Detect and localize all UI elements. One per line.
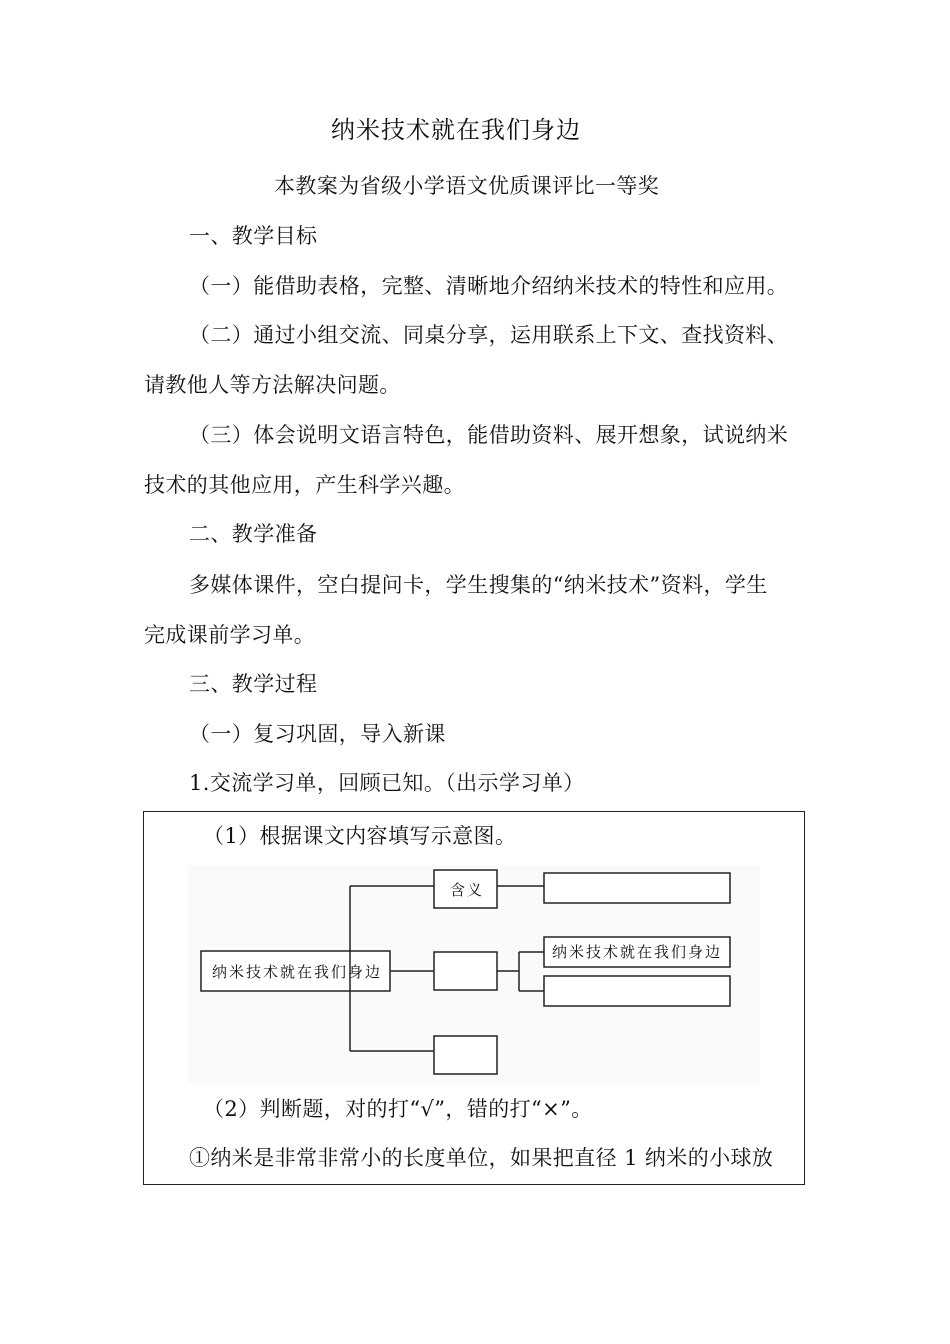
branch-node-bottom <box>434 1036 497 1074</box>
prep-line-2: 完成课前学习单。 <box>144 623 316 647</box>
branch-node-mid <box>434 952 497 990</box>
step-1-item: 1.交流学习单，回顾已知。（出示学习单） <box>189 771 585 795</box>
step-1-heading: （一）复习巩固，导入新课 <box>189 722 446 746</box>
page-title: 纳米技术就在我们身边 <box>331 116 581 144</box>
section-heading-goals: 一、教学目标 <box>189 224 318 248</box>
goal-3-line-2: 技术的其他应用，产生科学兴趣。 <box>144 473 465 497</box>
goal-2-line-2: 请教他人等方法解决问题。 <box>144 373 401 397</box>
leaf-node-top <box>544 873 730 903</box>
root-node-label: 纳米技术就在我们身边 <box>212 963 383 981</box>
section-heading-prep: 二、教学准备 <box>189 522 318 546</box>
branch-node-top-label: 含义 <box>450 881 485 899</box>
leaf-node-mid-2 <box>544 976 730 1006</box>
worksheet-question-2: （2）判断题，对的打“√”，错的打“×”。 <box>203 1097 593 1121</box>
page-subtitle: 本教案为省级小学语文优质课评比一等奖 <box>274 174 660 198</box>
goal-2-line-1: （二）通过小组交流、同桌分享，运用联系上下文、查找资料、 <box>189 323 789 347</box>
section-heading-process: 三、教学过程 <box>189 672 318 696</box>
worksheet-question-2-item-1: ①纳米是非常非常小的长度单位，如果把直径 1 纳米的小球放 <box>189 1146 774 1170</box>
worksheet-question-1: （1）根据课文内容填写示意图。 <box>203 824 517 848</box>
concept-diagram <box>188 865 760 1083</box>
prep-line-1: 多媒体课件，空白提问卡，学生搜集的“纳米技术”资料，学生 <box>189 573 768 597</box>
leaf-node-mid-1-label: 纳米技术就在我们身边 <box>552 943 723 961</box>
goal-3-line-1: （三）体会说明文语言特色，能借助资料、展开想象，试说纳米 <box>189 423 789 447</box>
goal-1: （一）能借助表格，完整、清晰地介绍纳米技术的特性和应用。 <box>189 274 789 298</box>
